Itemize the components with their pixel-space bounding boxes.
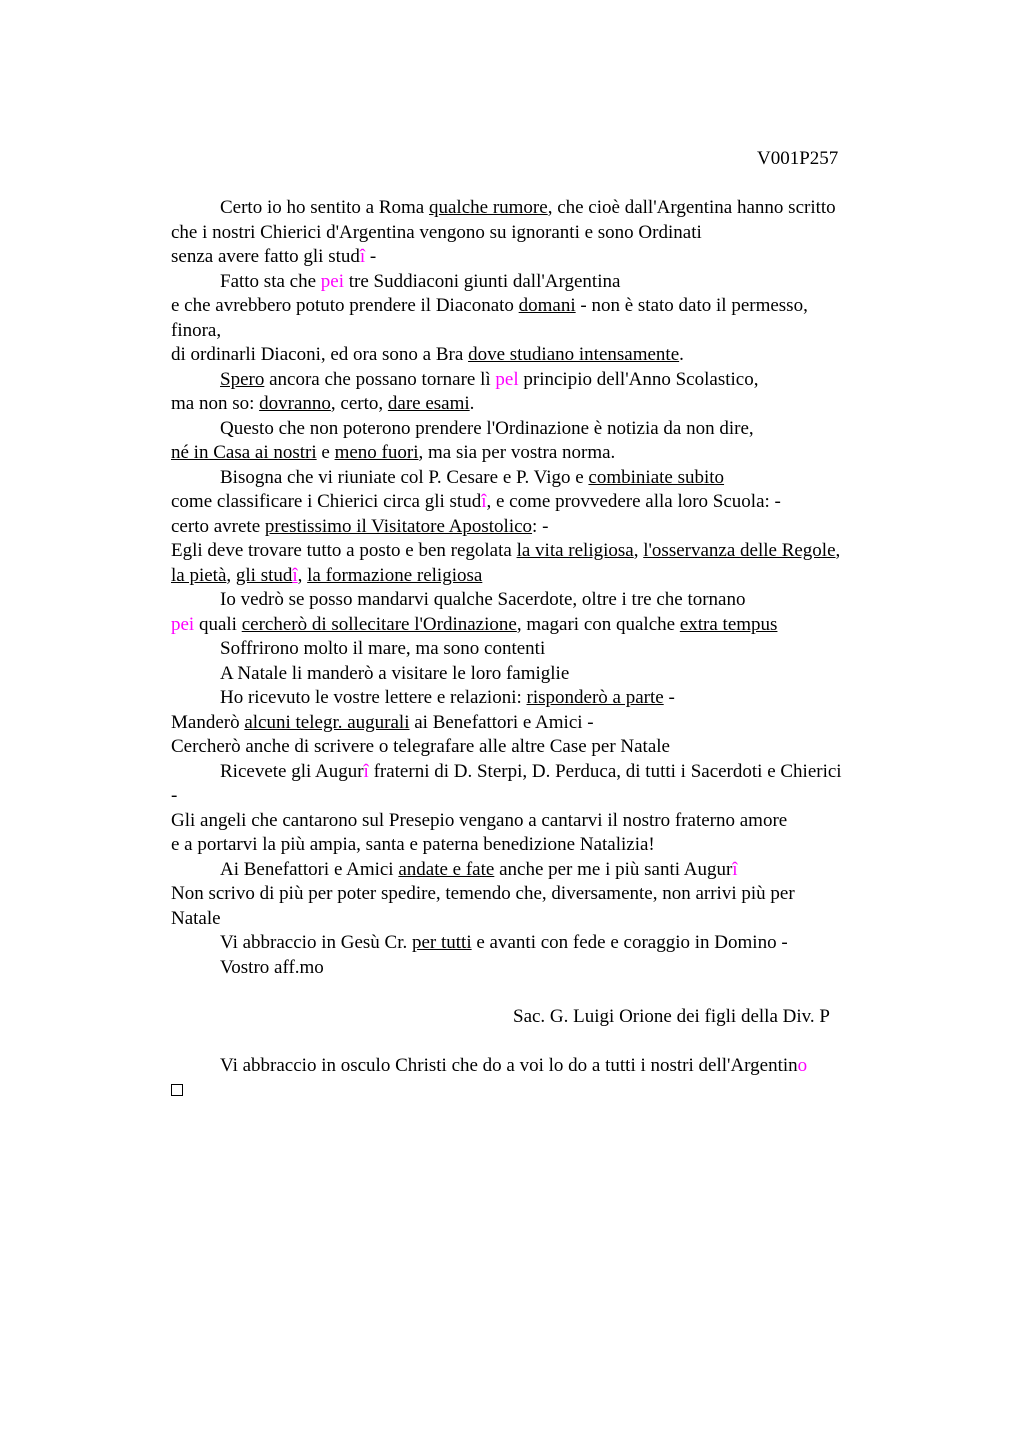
text-segment: Sac. G. Luigi Orione dei figli della Div. P — [513, 1005, 830, 1027]
postscript-line — [171, 1054, 911, 1079]
text-segment: anche per me i più santi Augur — [494, 858, 733, 880]
document-reference: V001P257 — [757, 148, 839, 169]
text-segment: finora, — [171, 319, 222, 341]
text-segment: , — [633, 540, 644, 561]
text-line — [171, 417, 911, 442]
text-segment: risponderò a parte — [526, 687, 664, 708]
text-line — [171, 343, 911, 368]
text-line — [171, 686, 911, 711]
text-segment: Io vedrò se posso mandarvi qualche Sacerdote, oltre i tre che tornano — [220, 589, 746, 610]
text-segment: , ma sia per vostra norma. — [418, 442, 616, 463]
text-segment: Certo io ho sentito a Roma — [220, 197, 429, 218]
text-segment: Ai Benefattori e Amici — [220, 858, 399, 880]
text-segment: Manderò — [171, 711, 245, 733]
text-line — [171, 711, 911, 736]
text-line — [171, 392, 911, 417]
text-segment: î — [481, 491, 487, 512]
text-segment: e — [316, 442, 335, 463]
text-segment: per tutti — [411, 932, 472, 953]
text-segment: Fatto sta che — [220, 270, 321, 292]
text-segment: dovranno — [259, 393, 331, 414]
text-segment: Gli angeli che cantarono sul Presepio vengano a cantarvi il nostro fraterno amore — [171, 809, 788, 831]
text-line — [171, 270, 911, 295]
text-segment: - — [171, 785, 178, 806]
text-line — [171, 858, 911, 883]
text-segment: Soffrirono molto il mare, ma sono contenti — [220, 638, 546, 659]
text-segment: Ricevete gli Augur — [220, 760, 364, 782]
text-segment: qualche rumore — [428, 197, 548, 218]
text-line — [171, 221, 911, 246]
text-line — [171, 637, 911, 662]
text-line — [171, 735, 911, 760]
text-line — [171, 760, 911, 785]
text-segment: - — [365, 246, 377, 267]
text-segment: combiniate subito — [588, 466, 725, 488]
text-line — [171, 564, 911, 589]
text-segment: - — [663, 687, 675, 708]
text-line — [171, 809, 911, 834]
letter-body — [171, 196, 911, 1103]
text-segment: , — [297, 564, 308, 586]
text-segment: alcuni telegr. augurali — [244, 711, 410, 733]
text-line — [171, 784, 911, 809]
text-line — [171, 294, 911, 319]
text-segment: e che avrebbero potuto prendere il Diaconato — [171, 295, 519, 316]
text-segment: Bisogna che vi riuniate col P. Cesare e P. Vigo e — [220, 466, 589, 488]
signature-line — [171, 1005, 911, 1030]
text-segment: e a portarvi la più ampia, santa e paterna benedizione Natalizia! — [171, 834, 655, 855]
text-segment: , che cioè dall'Argentina hanno scritto — [547, 197, 836, 218]
text-segment: certo avrete — [171, 515, 265, 537]
text-line — [171, 490, 911, 515]
text-segment: che i nostri Chierici d'Argentina vengono su ignoranti e sono Ordinati — [171, 221, 702, 243]
text-line — [171, 245, 911, 270]
text-segment: principio dell'Anno Scolastico, — [518, 368, 759, 390]
text-segment: dove studiano intensamente — [468, 344, 680, 365]
checkbox-line — [171, 1078, 911, 1103]
text-segment: gli stud — [235, 564, 293, 586]
text-line — [171, 515, 911, 540]
text-segment: quali — [194, 613, 242, 635]
text-segment: fraterni di D. Sterpi, D. Perduca, di tutti i Sacerdoti e Chierici — [368, 760, 842, 782]
text-segment: , — [835, 540, 841, 561]
text-segment: î — [732, 858, 738, 880]
text-segment: Non scrivo di più per poter spedire, temendo che, diversamente, non arrivi più per — [171, 883, 795, 904]
text-segment: Egli deve trovare tutto a posto e ben regolata — [171, 540, 517, 561]
text-segment: . — [679, 344, 684, 365]
text-segment: la pietà — [171, 564, 227, 586]
text-segment: pei — [320, 270, 344, 292]
text-segment: , e come provvedere alla loro Scuola: - — [486, 491, 781, 512]
text-line — [171, 833, 911, 858]
text-segment: come classificare i Chierici circa gli stud — [171, 491, 482, 512]
text-segment: ancora che possano tornare lì — [264, 368, 496, 390]
text-line — [171, 613, 911, 638]
text-segment: , magari con qualche — [516, 613, 680, 635]
text-line — [171, 662, 911, 687]
blank-line — [171, 980, 911, 1005]
text-line — [171, 539, 911, 564]
text-segment: : - — [532, 515, 549, 537]
text-segment: extra tempus — [679, 613, 778, 635]
text-segment: î — [363, 760, 369, 782]
text-segment: andate e fate — [398, 858, 495, 880]
text-segment: pei — [171, 613, 195, 635]
text-segment: meno fuori — [334, 442, 419, 463]
text-segment: î — [292, 564, 298, 586]
text-segment: pel — [495, 368, 519, 390]
text-segment: - non è stato dato il permesso, — [575, 295, 808, 316]
text-segment: la formazione religiosa — [307, 564, 483, 586]
text-line — [171, 882, 911, 907]
text-segment: Vostro aff.mo — [220, 956, 324, 978]
text-segment: Ho ricevuto le vostre lettere e relazioni: — [220, 687, 527, 708]
text-segment: î — [359, 246, 366, 267]
text-segment: Questo che non poterono prendere l'Ordinazione è notizia da non dire, — [220, 417, 754, 439]
text-line — [171, 319, 911, 344]
text-line — [171, 368, 911, 393]
text-segment: ma non so: — [171, 393, 260, 414]
text-segment: la vita religiosa — [516, 540, 634, 561]
text-line — [171, 441, 911, 466]
empty-box-icon — [171, 1084, 183, 1096]
text-segment: cercherò di sollecitare l'Ordinazione — [241, 613, 517, 635]
text-segment: senza avere fatto gli stud — [171, 246, 360, 267]
text-segment: l'osservanza delle Regole — [643, 540, 836, 561]
text-segment: , — [226, 564, 236, 586]
text-line — [171, 588, 911, 613]
text-segment: Vi abbraccio in Gesù Cr. — [220, 932, 412, 953]
text-segment: o — [797, 1054, 808, 1076]
text-segment: e avanti con fede e coraggio in Domino - — [471, 932, 788, 953]
text-segment: di ordinarli Diaconi, ed ora sono a Bra — [171, 344, 469, 365]
text-segment: Cercherò anche di scrivere o telegrafare alle altre Case per Natale — [171, 736, 670, 757]
text-segment: prestissimo il Visitatore Apostolico — [264, 515, 533, 537]
text-segment: A Natale li manderò a visitare le loro famiglie — [220, 662, 570, 684]
blank-line — [171, 1029, 911, 1054]
text-segment: né in Casa ai nostri — [171, 442, 317, 463]
text-segment: Spero — [220, 368, 265, 390]
text-line — [171, 196, 911, 221]
text-segment: . — [469, 393, 475, 414]
text-segment: domani — [518, 295, 576, 316]
text-segment: tre Suddiaconi giunti dall'Argentina — [344, 270, 621, 292]
text-line — [171, 931, 911, 956]
text-segment: Natale — [171, 907, 221, 929]
text-segment: dare esami — [387, 393, 470, 414]
text-line — [171, 907, 911, 932]
text-segment: Vi abbraccio in osculo Christi che do a voi lo do a tutti i nostri dell'Argentin — [220, 1054, 798, 1076]
text-segment: , certo, — [330, 393, 388, 414]
text-segment: ai Benefattori e Amici - — [409, 711, 594, 733]
text-line — [171, 466, 911, 491]
text-line — [171, 956, 911, 981]
